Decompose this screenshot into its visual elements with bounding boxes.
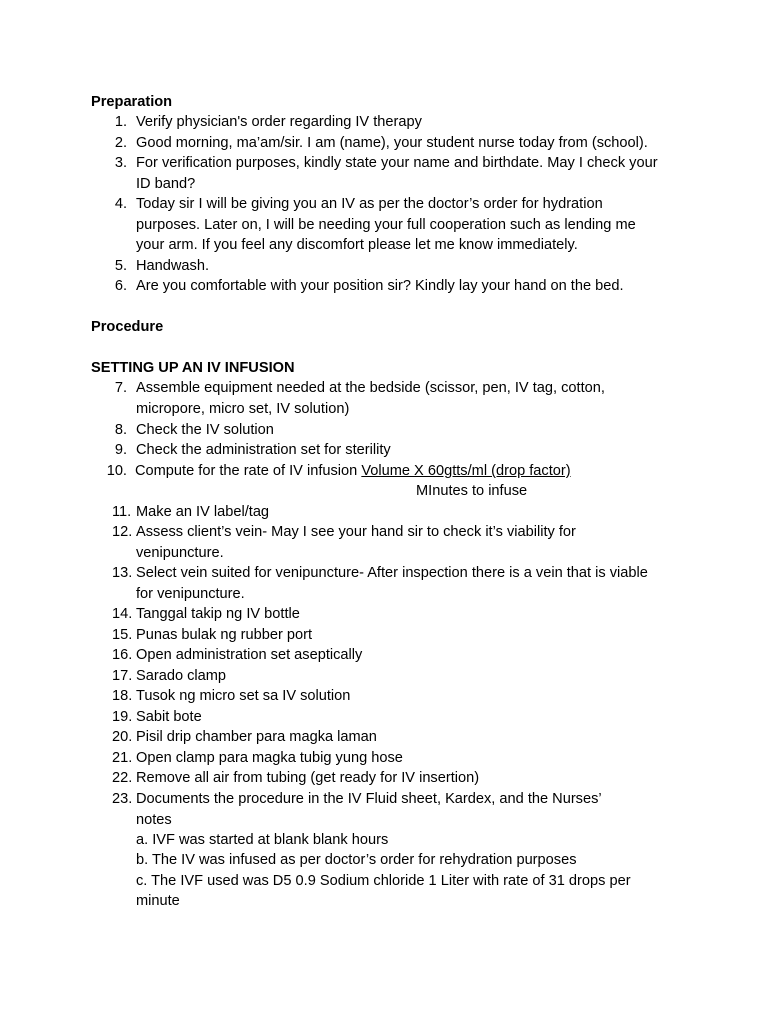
list-text [136,378,681,419]
list-number: 14. [112,606,133,622]
text-line: Verify physician's order regarding IV therapy [136,114,422,130]
list-number: 1. [114,114,127,130]
text-line: Good morning, ma’am/sir. I am (name), your student nurse today from (school). [136,135,648,151]
text-line: Today sir I will be giving you an IV as per the doctor’s order for hydration [136,196,603,212]
list-number: 23. [112,791,133,807]
list-text [136,666,681,687]
text-line: Select vein suited for venipuncture- After inspection there is a vein that is viable [136,565,648,581]
list-number: 2. [114,135,127,151]
list-number: 3. [114,155,127,171]
list-number: 21. [112,750,133,766]
list-number: 19. [112,709,133,725]
text-line: purposes. Later on, I will be needing your full cooperation such as lending me [136,216,636,233]
list-text [136,522,681,563]
list-text [136,112,681,133]
documentation-subitem: a. IVF was started at blank blank hours [136,832,389,848]
text-line: Handwash. [136,258,210,274]
list-text [136,563,681,604]
list-text [135,461,680,482]
text-line: your arm. If you feel any discomfort please let me know immediately. [136,237,578,253]
text-line: for venipuncture. [136,585,245,602]
list-number: 15. [112,627,133,643]
text-line: Sarado clamp [136,668,227,684]
list-text [136,153,681,194]
text-line: micropore, micro set, IV solution) [136,400,350,417]
text-line: venipuncture. [136,544,224,561]
list-number: 8. [114,422,127,438]
text-line: Remove all air from tubing (get ready for IV insertion) [136,770,480,786]
list-number: 16. [112,647,133,663]
list-number: 20. [112,729,133,745]
text-line: Are you comfortable with your position sir? Kindly lay your hand on the bed. [136,278,624,294]
list-number: 7. [114,380,127,396]
list-text [136,789,681,830]
formula-denominator: MInutes to infuse [416,483,528,499]
list-text [136,727,681,748]
list-number: 4. [114,196,127,212]
text-line: Check the administration set for sterility [136,442,391,458]
list-number: 11. [112,504,132,520]
preparation-heading: Preparation [91,94,173,110]
list-number: 13. [112,565,133,581]
list-text [136,440,681,461]
list-number: 5. [114,258,127,274]
text-line [135,461,680,482]
list-text [136,133,681,154]
text-line: Punas bulak ng rubber port [136,627,313,643]
procedure-heading: Procedure [91,319,164,335]
text-line: Tanggal takip ng IV bottle [136,606,300,622]
text-line: Assemble equipment needed at the bedside (scissor, pen, IV tag, cotton, [136,380,605,396]
text-line: Assess client’s vein- May I see your hand sir to check it’s viability for [136,524,576,540]
text-line: Open clamp para magka tubig yung hose [136,750,403,766]
documentation-subitem: b. The IV was infused as per doctor’s order for rehydration purposes [136,852,577,868]
list-text [136,502,681,523]
list-text [136,276,681,297]
text-line: notes [136,811,172,828]
list-number: 17. [112,668,133,684]
text-line: Documents the procedure in the IV Fluid sheet, Kardex, and the Nurses’ [136,791,602,807]
list-text [136,645,681,666]
list-text [136,707,681,728]
list-number: 18. [112,688,133,704]
documentation-subitem: c. The IVF used was D5 0.9 Sodium chloride 1 Liter with rate of 31 drops per [136,873,631,889]
list-text [136,625,681,646]
list-text [136,604,681,625]
list-text [136,768,681,789]
text-line: Sabit bote [136,709,202,725]
list-number: 22. [112,770,133,786]
list-text [136,194,681,256]
list-text [136,256,681,277]
list-text [136,686,681,707]
text-line: Check the IV solution [136,422,274,438]
formula-prefix: Compute for the rate of IV infusion [135,463,362,479]
text-line: Tusok ng micro set sa IV solution [136,688,351,704]
text-line: For verification purposes, kindly state your name and birthdate. May I check your [136,155,658,171]
documentation-subitem-continued: minute [136,893,180,909]
list-text [136,748,681,769]
text-line: Open administration set aseptically [136,647,363,663]
list-text [136,420,681,441]
list-number: 12. [112,524,133,540]
procedure-subheading: SETTING UP AN IV INFUSION [91,360,295,376]
text-line: Make an IV label/tag [136,504,270,520]
list-number: 6. [114,278,127,294]
list-number: 10. [106,463,127,479]
text-line: ID band? [136,175,196,192]
list-number: 9. [114,442,127,458]
text-line: Pisil drip chamber para magka laman [136,729,377,745]
formula-numerator: Volume X 60gtts/ml (drop factor) [361,463,571,479]
